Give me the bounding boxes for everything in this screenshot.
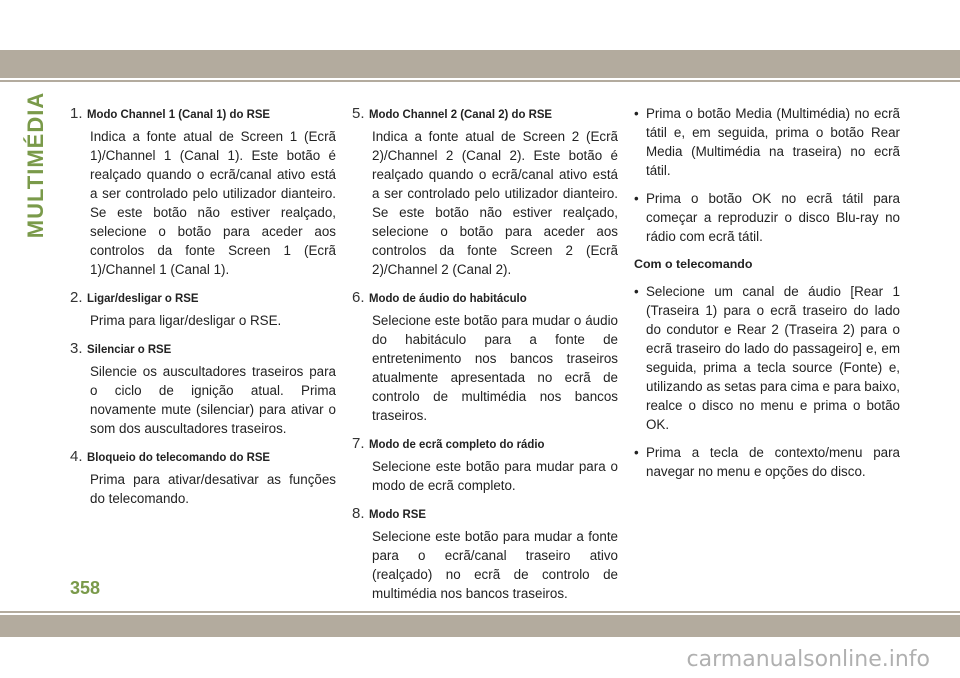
item-body: Indica a fonte atual de Screen 1 (Ecrã 1)/Channel 1 (Canal 1). Este botão é realçado quando o ecrã/canal ativo está a ser controlado pelo utilizador dianteiro. Se este botão não estiver realçado, selecione o botão para aceder aos controlos da fonte Screen 1 (Ecrã 1)/Channel 1 (Canal 1).	[90, 129, 336, 277]
item-title: Silenciar o RSE	[86, 342, 171, 356]
bullet-text: Selecione um canal de áudio [Rear 1 (Traseira 1) para o ecrã traseiro do lado do condutor e Rear 2 (Traseira 2) para o ecrã traseiro do lado do passageiro] e, em seguida, prima a tecla source (Fonte) e, utilizando as setas para cima e para baixo, realce o disco no menu e prima o botão OK.	[646, 284, 900, 432]
item-number: 3.	[70, 340, 83, 357]
item-body: Prima para ligar/desligar o RSE.	[90, 313, 282, 328]
item-title: Ligar/desligar o RSE	[86, 291, 199, 305]
header-rule	[0, 80, 960, 82]
item-title: Modo de áudio do habitáculo	[368, 291, 527, 305]
item-title: Modo de ecrã completo do rádio	[368, 437, 544, 451]
bullet-marker: •	[634, 106, 639, 121]
list-item	[70, 288, 336, 330]
header-band	[0, 50, 960, 78]
list-item	[70, 447, 336, 508]
item-number: 5.	[352, 105, 365, 122]
item-title: Modo RSE	[368, 507, 426, 521]
page-number: 358	[70, 578, 101, 598]
item-title: Modo Channel 1 (Canal 1) do RSE	[86, 107, 270, 121]
bullet-text: Prima o botão OK no ecrã tátil para começar a reproduzir o disco Blu-ray no rádio com ecrã tátil.	[646, 191, 900, 244]
section-tab	[16, 91, 56, 239]
item-number: 7.	[352, 435, 365, 452]
item-number: 1.	[70, 105, 83, 122]
bullet-item	[634, 443, 900, 481]
list-item	[352, 434, 618, 495]
list-item	[352, 104, 618, 279]
list-item	[352, 504, 618, 603]
column-2	[352, 104, 618, 612]
list-item	[70, 104, 336, 279]
item-body: Indica a fonte atual de Screen 2 (Ecrã 2)/Channel 2 (Canal 2). Este botão é realçado quando o ecrã/canal ativo está a ser controlado pelo utilizador dianteiro. Se este botão não estiver realçado, selecione o botão para aceder aos controlos da fonte Screen 2 (Ecrã 2)/Channel 2 (Canal 2).	[372, 129, 618, 277]
item-title: Modo Channel 2 (Canal 2) do RSE	[368, 107, 552, 121]
item-title: Bloqueio do telecomando do RSE	[86, 450, 270, 464]
footer-rule	[0, 611, 960, 613]
item-body: Selecione este botão para mudar para o modo de ecrã completo.	[372, 459, 618, 493]
bullet-marker: •	[634, 445, 639, 460]
bullet-text: Prima a tecla de contexto/menu para navegar no menu e opções do disco.	[646, 445, 900, 479]
watermark: carmanualsonline.info	[686, 647, 930, 672]
item-body: Silencie os auscultadores traseiros para o ciclo de ignição atual. Prima novamente mute (silenciar) para ativar o som dos auscultadores traseiros.	[90, 364, 336, 436]
item-number: 2.	[70, 289, 83, 306]
list-item	[70, 339, 336, 438]
column-1	[70, 104, 336, 517]
subheading: Com o telecomando	[634, 257, 753, 271]
section-tab-label: MULTIMÉDIA	[23, 91, 48, 239]
footer-band	[0, 615, 960, 637]
column-3	[634, 104, 900, 490]
item-body: Selecione este botão para mudar o áudio do habitáculo para a fonte de entretenimento nos bancos traseiros atualmente apresentada no ecrã de controlo de multimédia nos bancos traseiros.	[372, 313, 618, 423]
bullet-item	[634, 282, 900, 434]
bullet-marker: •	[634, 284, 639, 299]
item-body: Selecione este botão para mudar a fonte para o ecrã/canal traseiro ativo (realçado) no ecrã de controlo de multimédia nos bancos traseiros.	[372, 529, 618, 601]
bullet-item	[634, 189, 900, 246]
bullet-item	[634, 104, 900, 180]
item-number: 4.	[70, 448, 83, 465]
list-item	[352, 288, 618, 425]
bullet-text: Prima o botão Media (Multimédia) no ecrã tátil e, em seguida, prima o botão Rear Media (Multimédia na traseira) no ecrã tátil.	[646, 106, 900, 178]
bullet-marker: •	[634, 191, 639, 206]
item-number: 8.	[352, 505, 365, 522]
item-number: 6.	[352, 289, 365, 306]
item-body: Prima para ativar/desativar as funções do telecomando.	[90, 472, 336, 506]
